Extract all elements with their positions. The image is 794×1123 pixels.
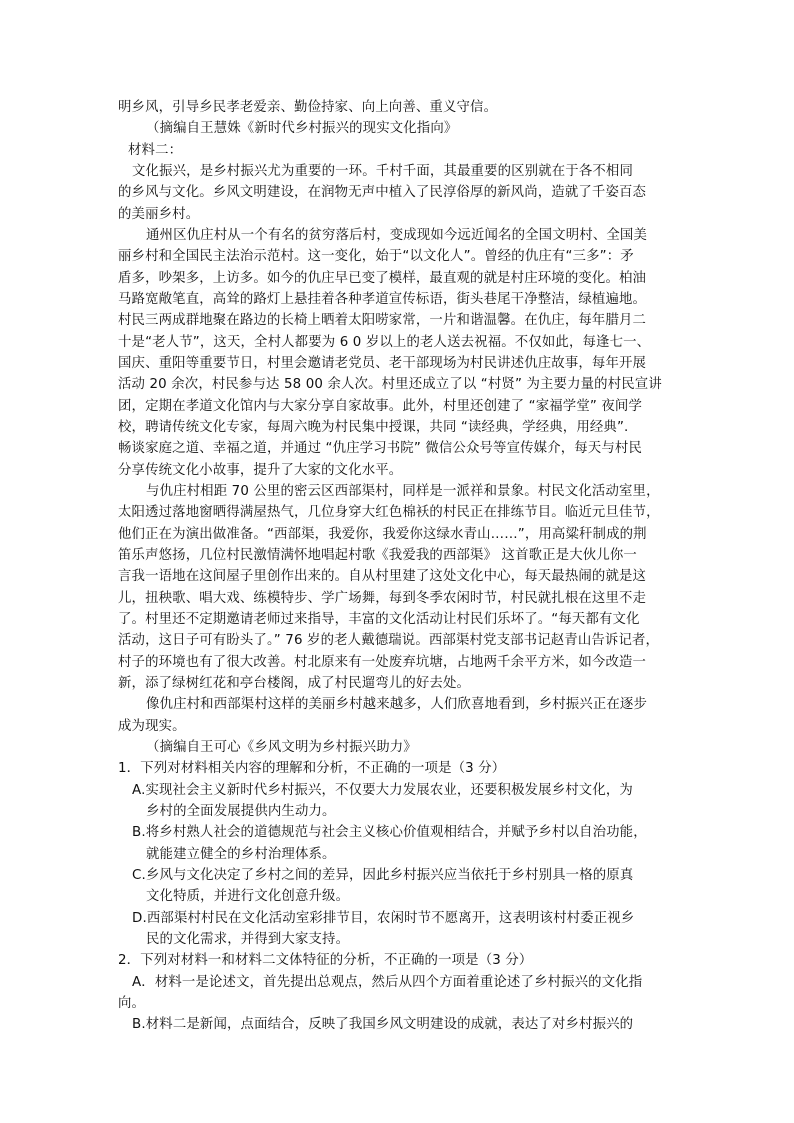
- text-line: 分享传统文化小故事，提升了大家的文化水平。: [118, 463, 403, 478]
- question-1-option-c-cont: 文化特质，并进行文化创意升级。: [146, 889, 350, 904]
- question-1-option-a: A.实现社会主义新时代乡村振兴，不仅要大力发展农业，还要积极发展乡村文化，为: [132, 783, 633, 798]
- text-line: 明乡风，引导乡民孝老爱亲、勤俭持家、向上向善、重义守信。: [118, 100, 498, 115]
- question-2-option-a: A．材料一是论述文，首先提出总观点，然后从四个方面着重论述了乡村振兴的文化指: [132, 975, 643, 990]
- text-line: 十是“老人节”，这天，全村人都要为 6 0 岁以上的老人送去祝福。不仅如此，每逢七一、: [118, 335, 651, 350]
- text-line: 笛乐声悠扬，几位村民激情满怀地唱起村歌《我爱我的西部渠》 这首歌正是大伙儿你一: [118, 548, 637, 563]
- question-1-option-d: D.西部渠村村民在文化活动室彩排节目，农闲时节不愿离开，这表明该村村委正视乡: [132, 911, 635, 926]
- source-citation: （摘编自王慧姝《新时代乡村振兴的现实文化指向》: [146, 121, 458, 136]
- question-1-option-d-cont: 民的文化需求，并得到大家支持。: [146, 932, 350, 947]
- question-2-stem: 2．下列对材料一和材料二文体特征的分析，不正确的一项是（3 分）: [118, 953, 533, 968]
- text-line: 像仇庄村和西部渠村这样的美丽乡村越来越多，人们欣喜地看到，乡村振兴正在逐步: [146, 697, 648, 712]
- text-line: 丽乡村和全国民主法治示范村。这一变化，始于“以文化人”。曾经的仇庄有“三多”：矛: [118, 249, 634, 264]
- question-1-option-b-cont: 就能建立健全的乡村治理体系。: [146, 847, 336, 862]
- text-line: 文化振兴，是乡村振兴尤为重要的一环。千村千面，其最重要的区别就在于各不相同: [132, 164, 634, 179]
- text-line: 的美丽乡村。: [118, 207, 200, 222]
- text-line: 村子的环境也有了很大改善。村北原来有一处废弃坑塘，占地两千余平方米，如今改造一: [118, 655, 647, 670]
- text-line: 通州区仇庄村从一个有名的贫穷落后村，变成现如今远近闻名的全国文明村、全国美: [146, 228, 648, 243]
- text-line: 团，定期在孝道文化馆内与大家分享自家故事。此外，村里还创建了 “家福学堂” 夜间学: [118, 399, 642, 414]
- question-2-option-b: B.材料二是新闻，点面结合，反映了我国乡风文明建设的成就，表达了对乡村振兴的: [132, 1017, 634, 1032]
- text-line: 活动，这日子可有盼头了。” 76 岁的老人戴德瑞说。西部渠村党支部书记赵青山告诉记者，: [118, 633, 660, 648]
- question-2-option-a-cont: 向。: [118, 996, 146, 1011]
- text-line: 马路宽敞笔直，高耸的路灯上悬挂着各种孝道宣传标语，街头巷尾干净整洁，绿植遍地。: [118, 292, 647, 307]
- source-citation: （摘编自王可心《乡风文明为乡村振兴助力》: [146, 740, 417, 755]
- question-1-option-b: B.将乡村熟人社会的道德规范与社会主义核心价值观相结合，并赋予乡村以自治功能，: [132, 825, 647, 840]
- text-line: 了。村里还不定期邀请老师过来指导，丰富的文化活动让村民们乐坏了。“每天都有文化: [118, 612, 640, 627]
- text-line: 活动 20 余次，村民参与达 58 00 余人次。村里还成立了以 “村贤” 为主要力量的村民宣讲: [118, 377, 662, 392]
- section-heading: 材料二：: [128, 143, 183, 158]
- text-line: 国庆、重阳等重要节日，村里会邀请老党员、老干部现场为村民讲述仇庄故事，每年开展: [118, 356, 647, 371]
- text-line: 校，聘请传统文化专家，每周六晚为村民集中授课，共同 “读经典，学经典，用经典”.: [118, 420, 629, 435]
- text-line: 成为现实。: [118, 719, 186, 734]
- text-line: 太阳透过落地窗晒得满屋热气，几位身穿大红色棉袄的村民正在排练节目。临近元旦佳节，: [118, 505, 660, 520]
- text-line: 盾多，吵架多，上访多。如今的仇庄早已变了模样，最直观的就是村庄环境的变化。柏油: [118, 271, 647, 286]
- text-line: 新，添了绿树红花和亭台楼阁，成了村民遛弯儿的好去处。: [118, 676, 471, 691]
- question-1-option-c: C.乡风与文化决定了乡村之间的差异，因此乡村振兴应当依托于乡村别具一格的原真: [132, 868, 634, 883]
- text-line: 他们正在为演出做准备。“西部渠，我爱你，我爱你这绿水青山……”，用高粱秆制成的荆: [118, 527, 647, 542]
- text-line: 儿，扭秧歌、唱大戏、练模特步、学广场舞，每到冬季农闲时节，村民就扎根在这里不走: [118, 591, 647, 606]
- text-line: 与仇庄村相距 70 公里的密云区西部渠村，同样是一派祥和景象。村民文化活动室里，: [146, 484, 660, 499]
- text-line: 村民三两成群地聚在路边的长椅上晒着太阳唠家常，一片和谐温馨。在仇庄，每年腊月二: [118, 313, 647, 328]
- text-line: 言我一语地在这间屋子里创作出来的。自从村里建了这处文化中心，每天最热闹的就是这: [118, 569, 647, 584]
- question-1-option-a-cont: 乡村的全面发展提供内生动力。: [146, 804, 336, 819]
- text-line: 的乡风与文化。乡风文明建设，在润物无声中植入了民淳俗厚的新风尚，造就了千姿百态: [118, 185, 647, 200]
- question-1-stem: 1．下列对材料相关内容的理解和分析，不正确的一项是（3 分）: [118, 761, 506, 776]
- text-line: 畅谈家庭之道、幸福之道，并通过 “仇庄学习书院” 微信公众号等宣传媒介，每天与村民: [118, 441, 642, 456]
